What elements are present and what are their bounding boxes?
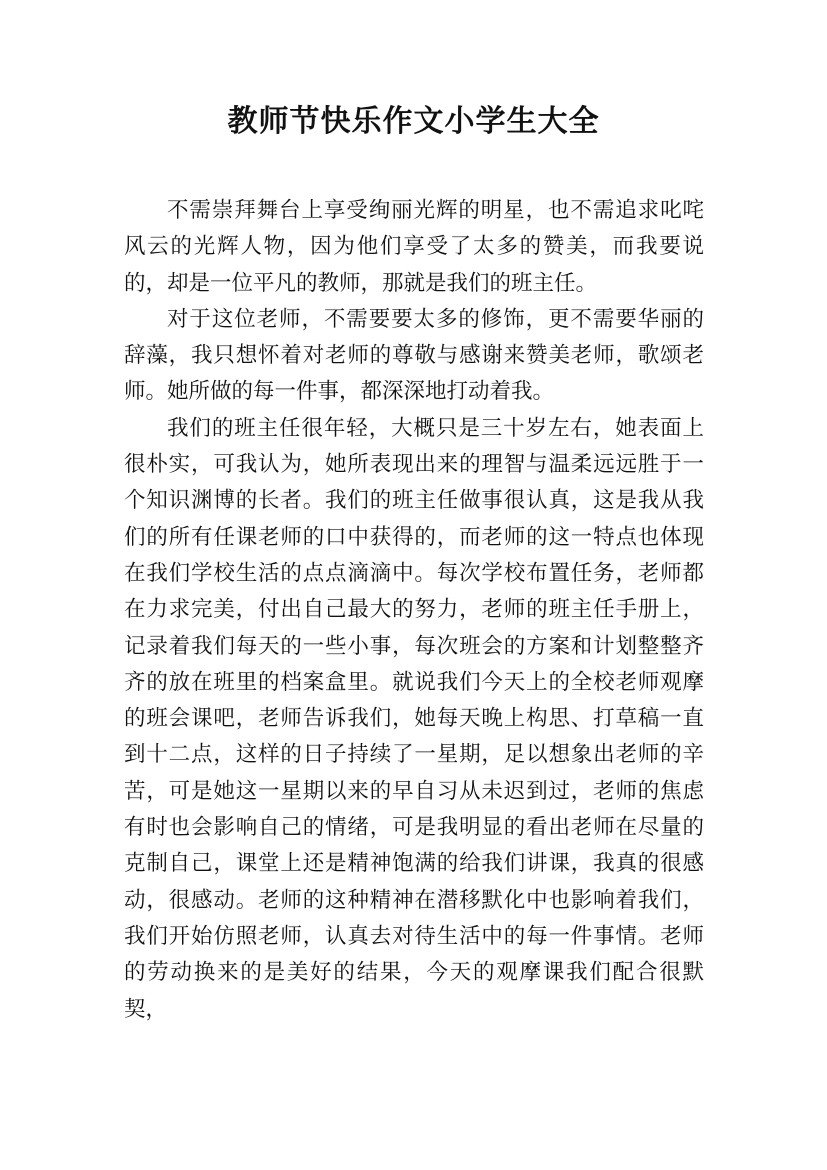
document-title: 教师节快乐作文小学生大全 xyxy=(227,104,600,139)
paragraph-2: 对于这位老师，不需要要太多的修饰，更不需要华丽的辞藻，我只想怀着对老师的尊敬与感谢来赞美老师，歌颂老师。她所做的每一件事，都深深地打动着我。 xyxy=(124,306,704,405)
paragraph-1: 不需崇拜舞台上享受绚丽光辉的明星，也不需追求叱咤风云的光辉人物，因为他们享受了太多的赞美，而我要说的，却是一位平凡的教师，那就是我们的班主任。 xyxy=(124,198,704,296)
document-body xyxy=(124,193,704,1028)
paragraph-3: 我们的班主任很年轻，大概只是三十岁左右，她表面上很朴实，可我认为，她所表现出来的理智与温柔远远胜于一个知识渊博的长者。我们的班主任做事很认真，这是我从我们的所有任课老师的口中获得的，而老师的这一特点也体现在我们学校生活的点点滴滴中。每次学校布置任务，老师都在力求完美，付出自己最大的努力，老师的班主任手册上，记录着我们每天的一些小事，每次班会的方案和计划整整齐齐的放在班里的档案盒里。就说我们今天上的全校老师观摩的班会课吧，老师告诉我们，她每天晚上构思、打草稿一直到十二点，这样的日子持续了一星期，足以想象出老师的辛苦，可是她这一星期以来的早自习从未迟到过，老师的焦虑有时也会影响自己的情绪，可是我明显的看出老师在尽量的克制自己，课堂上还是精神饱满的给我们讲课，我真的很感动，很感动。老师的这种精神在潜移默化中也影响着我们，我们开始仿照老师，认真去对待生活中的每一件事情。老师的劳动换来的是美好的结果，今天的观摩课我们配合很默契， xyxy=(124,415,704,1022)
